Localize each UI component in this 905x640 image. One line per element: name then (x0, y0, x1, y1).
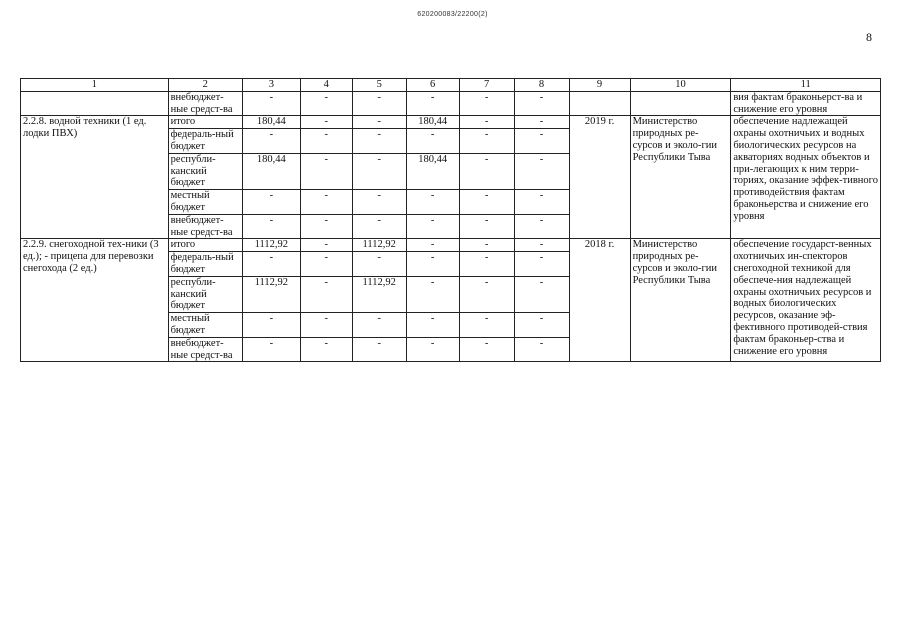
column-header: 2 (168, 79, 242, 92)
year-cell (569, 91, 630, 116)
amount-cell: - (406, 239, 459, 252)
funding-source: республи-канский бюджет (168, 153, 242, 189)
amount-cell: - (352, 190, 406, 215)
amount-cell: - (352, 129, 406, 154)
continuation-row (21, 91, 881, 116)
funding-source: республи-канский бюджет (168, 276, 242, 312)
amount-cell: - (406, 252, 459, 277)
amount-cell: - (459, 276, 514, 312)
funding-source: местный бюджет (168, 313, 242, 338)
amount-cell: - (514, 214, 569, 239)
column-header: 5 (352, 79, 406, 92)
amount-cell: - (300, 214, 352, 239)
year-cell: 2019 г. (569, 116, 630, 239)
amount-cell: - (242, 252, 300, 277)
amount-cell: - (514, 313, 569, 338)
funding-source: местный бюджет (168, 190, 242, 215)
column-header: 11 (731, 79, 881, 92)
amount-cell: - (459, 252, 514, 277)
amount-cell: 1112,92 (242, 276, 300, 312)
amount-cell: - (300, 116, 352, 129)
amount-cell: - (514, 153, 569, 189)
amount-cell: - (300, 239, 352, 252)
amount-cell: - (459, 190, 514, 215)
amount-cell: - (242, 129, 300, 154)
program-table (20, 78, 881, 362)
funding-source: внебюджет-ные средст-ва (168, 337, 242, 362)
executor-cell: Министерство природных ре-сурсов и эколо-гии Республики Тыва (630, 239, 731, 362)
amount-cell: - (459, 337, 514, 362)
outcome-cell: вия фактам браконьерст-ва и снижение его уровня (731, 91, 881, 116)
executor-cell (630, 91, 731, 116)
amount-cell: - (406, 214, 459, 239)
amount-cell: - (459, 239, 514, 252)
amount-cell: - (300, 153, 352, 189)
amount-cell: - (242, 337, 300, 362)
outcome-cell: обеспечение государст-венных охотничьих ин-спекторов снегоходной техникой для обеспече-ния надлежащей охраны охотничьих ресурсов и водных биологических ресурсов, оказание эф-фективного противодей-ствия фактам браконьер-ства и снижение его уровня (731, 239, 881, 362)
amount-cell: - (300, 129, 352, 154)
amount-cell: - (514, 252, 569, 277)
measure-cell (21, 91, 169, 116)
amount-cell: - (514, 116, 569, 129)
year-cell: 2018 г. (569, 239, 630, 362)
amount-cell: - (406, 129, 459, 154)
column-header: 1 (21, 79, 169, 92)
amount-cell: - (459, 214, 514, 239)
amount-cell: 1112,92 (352, 276, 406, 312)
amount-cell: - (406, 276, 459, 312)
column-header: 8 (514, 79, 569, 92)
amount-cell: - (352, 91, 406, 116)
column-header: 4 (300, 79, 352, 92)
document-id: 620200083/22200(2) (417, 11, 488, 18)
amount-cell: - (459, 153, 514, 189)
executor-cell: Министерство природных ре-сурсов и эколо-гии Республики Тыва (630, 116, 731, 239)
amount-cell: 180,44 (406, 153, 459, 189)
amount-cell: - (300, 337, 352, 362)
column-header: 7 (459, 79, 514, 92)
funding-source: итого (168, 239, 242, 252)
amount-cell: - (242, 214, 300, 239)
amount-cell: - (352, 313, 406, 338)
amount-cell: - (406, 337, 459, 362)
amount-cell: - (514, 129, 569, 154)
amount-cell: - (300, 252, 352, 277)
amount-cell: - (300, 313, 352, 338)
funding-source: федераль-ный бюджет (168, 129, 242, 154)
funding-source: внебюджет-ные средст-ва (168, 214, 242, 239)
table-row (21, 116, 881, 129)
amount-cell: - (406, 313, 459, 338)
amount-cell: - (459, 91, 514, 116)
table-row (21, 239, 881, 252)
amount-cell: 180,44 (406, 116, 459, 129)
page-number: 8 (866, 30, 872, 44)
amount-cell: - (352, 252, 406, 277)
amount-cell: - (459, 116, 514, 129)
amount-cell: - (459, 129, 514, 154)
amount-cell: - (514, 239, 569, 252)
amount-cell: - (352, 153, 406, 189)
measure-cell: 2.2.9. снегоходной тех-ники (3 ед.); - прицепа для перевозки снегохода (2 ед.) (21, 239, 169, 362)
amount-cell: - (300, 276, 352, 312)
column-header: 3 (242, 79, 300, 92)
amount-cell: - (242, 91, 300, 116)
amount-cell: - (352, 116, 406, 129)
amount-cell: - (406, 91, 459, 116)
amount-cell: - (459, 313, 514, 338)
column-header: 6 (406, 79, 459, 92)
amount-cell: - (514, 190, 569, 215)
amount-cell: - (300, 190, 352, 215)
amount-cell: 1112,92 (242, 239, 300, 252)
amount-cell: - (514, 337, 569, 362)
amount-cell: - (352, 337, 406, 362)
amount-cell: - (242, 313, 300, 338)
amount-cell: 180,44 (242, 116, 300, 129)
amount-cell: - (514, 91, 569, 116)
measure-cell: 2.2.8. водной техники (1 ед. лодки ПВХ) (21, 116, 169, 239)
amount-cell: - (406, 190, 459, 215)
column-header: 9 (569, 79, 630, 92)
funding-source: федераль-ный бюджет (168, 252, 242, 277)
amount-cell: 180,44 (242, 153, 300, 189)
amount-cell: 1112,92 (352, 239, 406, 252)
column-number-row (21, 79, 881, 92)
outcome-cell: обеспечение надлежащей охраны охотничьих и водных биологических ресурсов на акваториях водных объектов и при-легающих к ним терри-ториях, оказание эффек-тивного противодействия фактам браконьерства и снижение его уровня (731, 116, 881, 239)
amount-cell: - (300, 91, 352, 116)
column-header: 10 (630, 79, 731, 92)
amount-cell: - (352, 214, 406, 239)
funding-source: внебюджет-ные средст-ва (168, 91, 242, 116)
amount-cell: - (514, 276, 569, 312)
funding-source: итого (168, 116, 242, 129)
amount-cell: - (242, 190, 300, 215)
